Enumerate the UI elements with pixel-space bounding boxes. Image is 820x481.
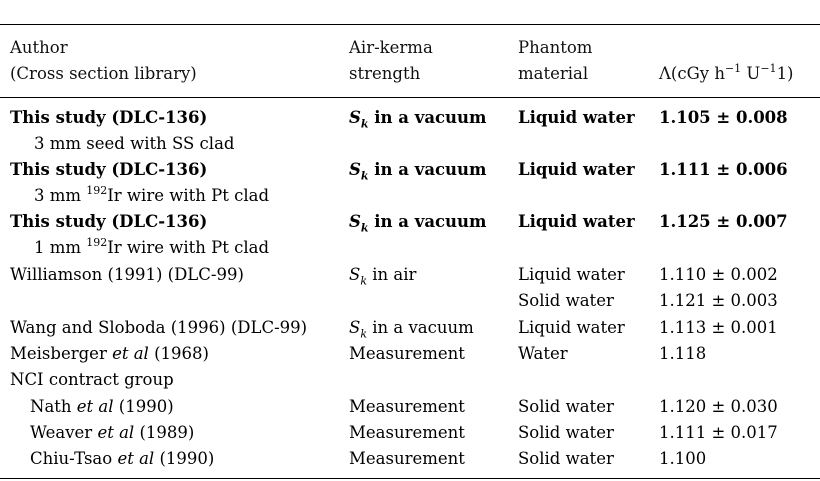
row2-sub [34,186,269,206]
row2-value: 1.111 ± 0.006 [659,160,788,179]
meis-a: Meisberger [10,344,113,363]
row5-phantom: Solid water [518,291,614,310]
row2-phantom: Liquid water [518,160,635,179]
nath-a: Nath [30,397,77,416]
lambda-sup-2: −1 [760,62,777,75]
top-rule [0,24,820,25]
sk-air: in air [366,265,417,284]
row9-phantom: Solid water [518,397,614,416]
sk-s: S [349,108,361,127]
weaver-year: (1989) [134,423,195,442]
wire-post: Ir wire with Pt clad [107,186,270,205]
ir-sup: 192 [86,184,108,197]
row9-strength: Measurement [349,397,465,416]
wire-post: Ir wire with Pt clad [107,238,270,257]
header-phantom-1: Phantom [518,38,593,57]
row9-value: 1.120 ± 0.030 [659,397,778,416]
lambda-text-b: U [741,64,761,83]
meis-etal: et al [112,344,149,363]
header-phantom-2: material [518,64,589,83]
sk-s: S [349,160,361,179]
row1-value: 1.105 ± 0.008 [659,108,788,127]
wire-pre: 1 mm [34,238,87,257]
row4-value: 1.110 ± 0.002 [659,265,778,284]
row2-author: This study (DLC-136) [10,160,208,179]
sk-vacuum: in a vacuum [368,108,487,127]
row4-phantom: Liquid water [518,265,625,284]
row6-strength [349,318,474,344]
row10-strength: Measurement [349,423,465,442]
sk-k: k [360,169,369,183]
chiu-a: Chiu-Tsao [30,449,118,468]
row3-sub [34,238,269,258]
weaver-a: Weaver [30,423,98,442]
row10-value: 1.111 ± 0.017 [659,423,778,442]
row1-sub: 3 mm seed with SS clad [34,134,235,153]
sk-k: k [360,274,367,288]
chiu-year: (1990) [154,449,215,468]
row10-author [30,423,194,443]
header-airkerma-1: Air-kerma [349,38,433,57]
row2-strength [349,160,487,186]
header-library: (Cross section library) [10,64,197,83]
row11-value: 1.100 [659,449,707,468]
lambda-text-a: Λ(cGy h [659,64,725,83]
row9-author [30,397,174,417]
sk-vacuum: in a vacuum [366,318,474,337]
header-author: Author [10,38,68,57]
header-rule [0,97,820,98]
nath-etal: et al [76,397,114,416]
bottom-rule [0,478,820,479]
row11-strength: Measurement [349,449,465,468]
header-airkerma-2: strength [349,64,421,83]
sk-k: k [360,221,369,235]
row1-phantom: Liquid water [518,108,635,127]
row5-value: 1.121 ± 0.003 [659,291,778,310]
row6-phantom: Liquid water [518,318,625,337]
sk-k: k [360,327,367,341]
chiu-etal: et al [117,449,155,468]
weaver-etal: et al [97,423,135,442]
row3-value: 1.125 ± 0.007 [659,212,788,231]
row3-author: This study (DLC-136) [10,212,208,231]
row3-phantom: Liquid water [518,212,635,231]
row6-value: 1.113 ± 0.001 [659,318,778,337]
row7-strength: Measurement [349,344,465,363]
header-lambda [659,64,794,84]
meis-year: (1968) [148,344,209,363]
sk-s: S [349,212,361,231]
row7-phantom: Water [518,344,568,363]
sk-k: k [360,117,369,131]
sk-s: S [349,318,361,337]
row6-author: Wang and Sloboda (1996) (DLC-99) [10,318,308,337]
row4-author: Williamson (1991) (DLC-99) [10,265,244,284]
ir-sup: 192 [86,236,108,249]
sk-vacuum: in a vacuum [368,160,487,179]
nath-year: (1990) [113,397,174,416]
row1-author: This study (DLC-136) [10,108,208,127]
row11-author [30,449,214,469]
row7-author [10,344,209,364]
row10-phantom: Solid water [518,423,614,442]
row8-author: NCI contract group [10,370,174,389]
wire-pre: 3 mm [34,186,87,205]
sk-s: S [349,265,361,284]
row3-strength [349,212,487,238]
lambda-sup-1: −1 [724,62,742,75]
row1-strength [349,108,487,134]
row4-strength [349,265,416,291]
row7-value: 1.118 [659,344,707,363]
sk-vacuum: in a vacuum [368,212,487,231]
lambda-text-c: 1) [776,64,794,83]
row11-phantom: Solid water [518,449,614,468]
